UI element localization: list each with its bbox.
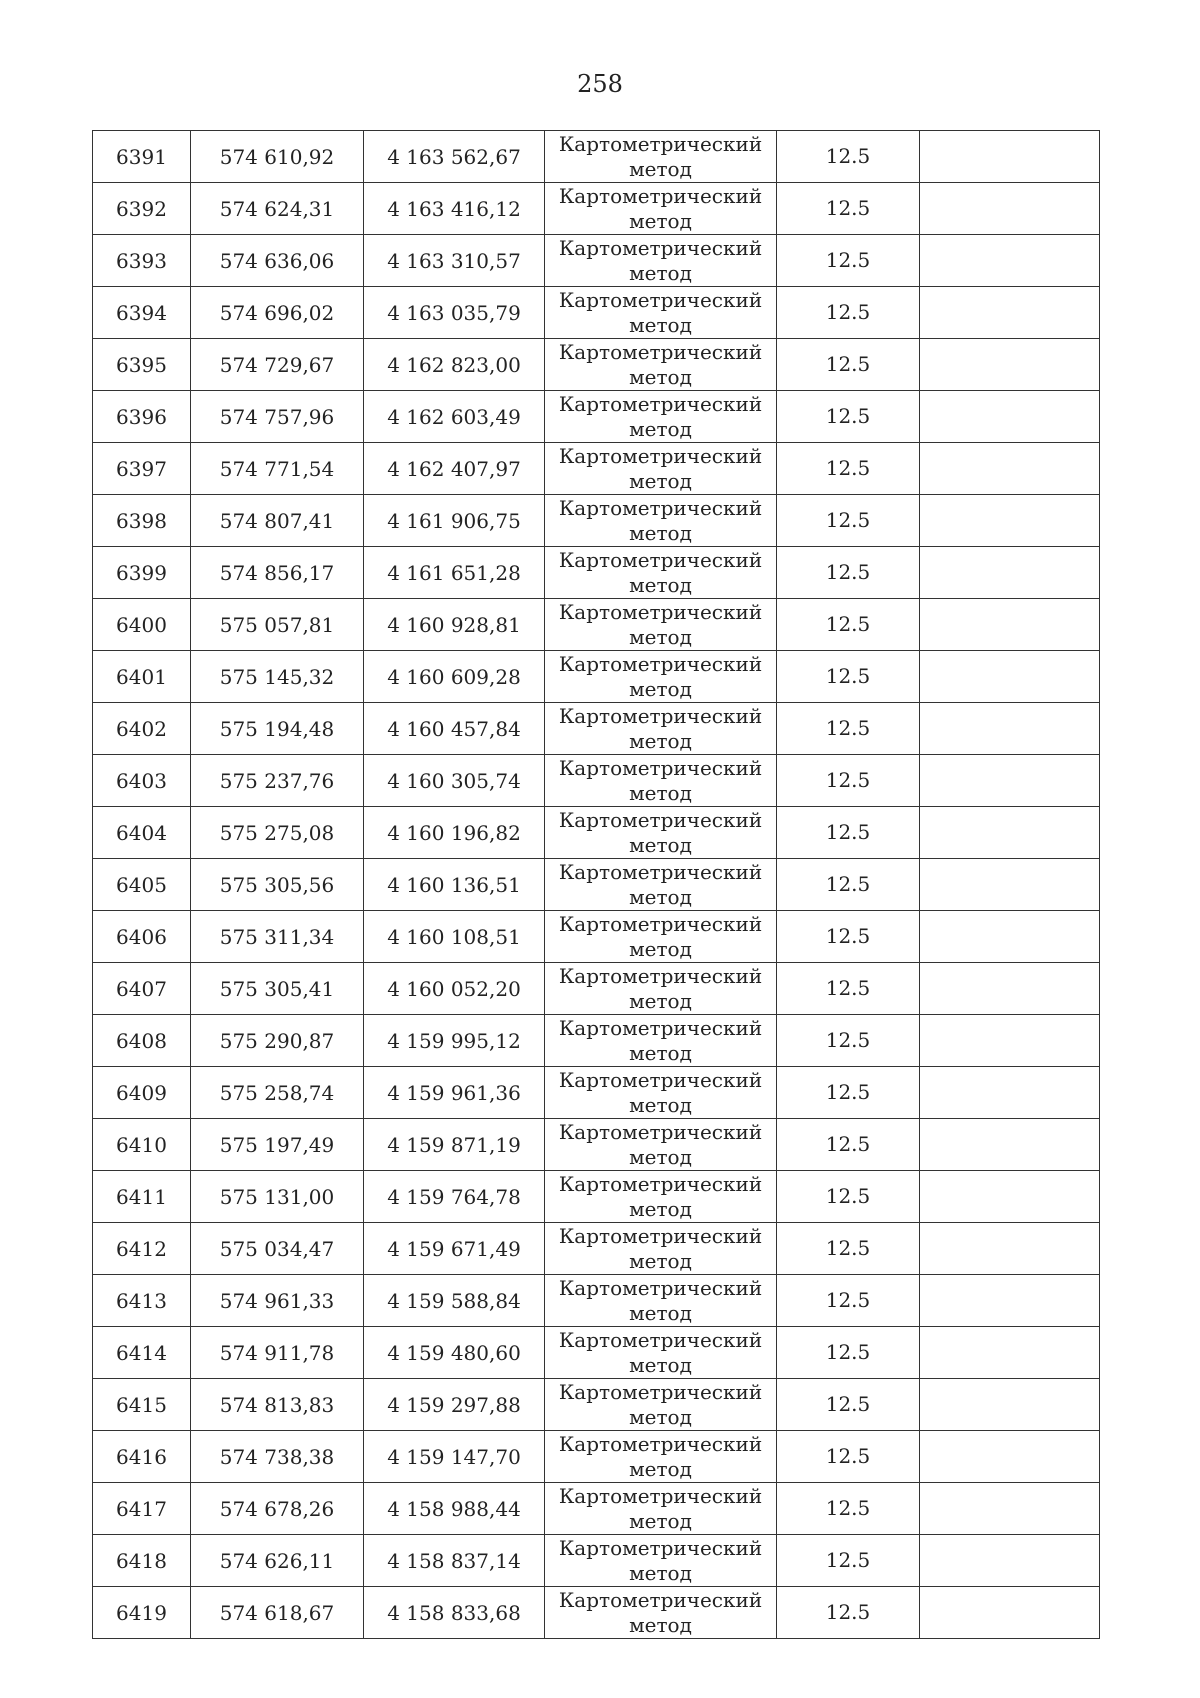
note-cell [920,651,1100,703]
note-cell [920,1015,1100,1067]
y-coordinate-cell: 4 163 035,79 [364,287,545,339]
method-line-2: метод [629,364,692,389]
method-line-1: Картометрический [558,443,763,468]
method-line-1: Картометрический [558,703,763,728]
note-cell [920,339,1100,391]
y-coordinate-cell: 4 160 196,82 [364,807,545,859]
table-row [93,1119,1100,1171]
method-line-2: метод [629,1092,692,1117]
point-number-cell: 6404 [93,807,191,859]
point-number-cell: 6392 [93,183,191,235]
x-coordinate-cell: 575 305,56 [191,859,364,911]
note-cell [920,131,1100,183]
point-number-cell: 6396 [93,391,191,443]
x-coordinate-cell: 574 757,96 [191,391,364,443]
method-cell [545,183,777,235]
x-coordinate-cell: 574 961,33 [191,1275,364,1327]
accuracy-cell: 12.5 [777,755,920,807]
method-line-2: метод [629,832,692,857]
y-coordinate-cell: 4 162 407,97 [364,443,545,495]
x-coordinate-cell: 575 275,08 [191,807,364,859]
x-coordinate-cell: 575 057,81 [191,599,364,651]
note-cell [920,1067,1100,1119]
point-number-cell: 6394 [93,287,191,339]
method-line-2: метод [629,416,692,441]
accuracy-cell: 12.5 [777,1067,920,1119]
method-cell [545,1015,777,1067]
accuracy-cell: 12.5 [777,1431,920,1483]
y-coordinate-cell: 4 162 823,00 [364,339,545,391]
coordinates-table [92,130,1100,1639]
x-coordinate-cell: 575 311,34 [191,911,364,963]
table-row [93,131,1100,183]
method-line-2: метод [629,728,692,753]
x-coordinate-cell: 574 807,41 [191,495,364,547]
y-coordinate-cell: 4 160 928,81 [364,599,545,651]
method-line-1: Картометрический [558,235,763,260]
y-coordinate-cell: 4 158 988,44 [364,1483,545,1535]
method-line-1: Картометрический [558,339,763,364]
method-cell [545,1587,777,1639]
method-cell [545,235,777,287]
method-line-1: Картометрический [558,495,763,520]
point-number-cell: 6409 [93,1067,191,1119]
note-cell [920,1535,1100,1587]
x-coordinate-cell: 574 738,38 [191,1431,364,1483]
note-cell [920,235,1100,287]
table-row [93,599,1100,651]
point-number-cell: 6399 [93,547,191,599]
note-cell [920,599,1100,651]
x-coordinate-cell: 575 194,48 [191,703,364,755]
point-number-cell: 6403 [93,755,191,807]
accuracy-cell: 12.5 [777,1171,920,1223]
method-line-1: Картометрический [558,963,763,988]
point-number-cell: 6402 [93,703,191,755]
y-coordinate-cell: 4 160 052,20 [364,963,545,1015]
y-coordinate-cell: 4 159 871,19 [364,1119,545,1171]
y-coordinate-cell: 4 161 906,75 [364,495,545,547]
point-number-cell: 6407 [93,963,191,1015]
point-number-cell: 6413 [93,1275,191,1327]
method-line-2: метод [629,260,692,285]
method-cell [545,1275,777,1327]
note-cell [920,1119,1100,1171]
accuracy-cell: 12.5 [777,1535,920,1587]
method-line-2: метод [629,1352,692,1377]
note-cell [920,391,1100,443]
method-cell [545,599,777,651]
method-cell [545,131,777,183]
accuracy-cell: 12.5 [777,1223,920,1275]
table-row [93,911,1100,963]
point-number-cell: 6411 [93,1171,191,1223]
method-cell [545,495,777,547]
method-line-1: Картометрический [558,911,763,936]
method-line-2: метод [629,1612,692,1637]
method-line-2: метод [629,936,692,961]
method-cell [545,963,777,1015]
method-cell [545,1223,777,1275]
method-line-1: Картометрический [558,391,763,416]
method-cell [545,1431,777,1483]
table-row [93,703,1100,755]
y-coordinate-cell: 4 159 480,60 [364,1327,545,1379]
method-line-2: метод [629,312,692,337]
point-number-cell: 6395 [93,339,191,391]
method-line-1: Картометрический [558,287,763,312]
accuracy-cell: 12.5 [777,1327,920,1379]
method-cell [545,391,777,443]
y-coordinate-cell: 4 159 764,78 [364,1171,545,1223]
x-coordinate-cell: 574 678,26 [191,1483,364,1535]
accuracy-cell: 12.5 [777,183,920,235]
point-number-cell: 6412 [93,1223,191,1275]
x-coordinate-cell: 574 610,92 [191,131,364,183]
method-line-2: метод [629,1040,692,1065]
table-row [93,495,1100,547]
note-cell [920,1171,1100,1223]
method-line-1: Картометрический [558,859,763,884]
x-coordinate-cell: 575 145,32 [191,651,364,703]
method-line-1: Картометрический [558,1223,763,1248]
x-coordinate-cell: 575 034,47 [191,1223,364,1275]
method-line-2: метод [629,1196,692,1221]
accuracy-cell: 12.5 [777,1379,920,1431]
method-line-2: метод [629,1508,692,1533]
accuracy-cell: 12.5 [777,495,920,547]
x-coordinate-cell: 574 729,67 [191,339,364,391]
method-cell [545,1483,777,1535]
accuracy-cell: 12.5 [777,599,920,651]
method-cell [545,651,777,703]
method-line-1: Картометрический [558,1171,763,1196]
method-line-2: метод [629,884,692,909]
method-line-1: Картометрический [558,1535,763,1560]
note-cell [920,1327,1100,1379]
method-line-1: Картометрический [558,1275,763,1300]
point-number-cell: 6417 [93,1483,191,1535]
note-cell [920,807,1100,859]
point-number-cell: 6410 [93,1119,191,1171]
method-line-1: Картометрический [558,1119,763,1144]
y-coordinate-cell: 4 160 609,28 [364,651,545,703]
table-row [93,1535,1100,1587]
method-line-1: Картометрический [558,131,763,156]
note-cell [920,1223,1100,1275]
point-number-cell: 6408 [93,1015,191,1067]
table-row [93,183,1100,235]
x-coordinate-cell: 574 624,31 [191,183,364,235]
method-line-1: Картометрический [558,755,763,780]
accuracy-cell: 12.5 [777,131,920,183]
table-row [93,443,1100,495]
accuracy-cell: 12.5 [777,339,920,391]
note-cell [920,859,1100,911]
table-row [93,807,1100,859]
method-cell [545,1119,777,1171]
table-row [93,1171,1100,1223]
method-cell [545,443,777,495]
accuracy-cell: 12.5 [777,1015,920,1067]
table-row [93,1015,1100,1067]
point-number-cell: 6401 [93,651,191,703]
note-cell [920,495,1100,547]
method-cell [545,755,777,807]
method-cell [545,911,777,963]
x-coordinate-cell: 574 636,06 [191,235,364,287]
y-coordinate-cell: 4 163 310,57 [364,235,545,287]
method-line-2: метод [629,1300,692,1325]
table-row [93,1327,1100,1379]
method-line-2: метод [629,156,692,181]
point-number-cell: 6406 [93,911,191,963]
table-row [93,1483,1100,1535]
point-number-cell: 6415 [93,1379,191,1431]
method-line-1: Картометрический [558,651,763,676]
y-coordinate-cell: 4 160 457,84 [364,703,545,755]
x-coordinate-cell: 574 911,78 [191,1327,364,1379]
y-coordinate-cell: 4 158 833,68 [364,1587,545,1639]
method-line-1: Картометрический [558,1483,763,1508]
x-coordinate-cell: 574 618,67 [191,1587,364,1639]
method-line-1: Картометрический [558,547,763,572]
table-row [93,1275,1100,1327]
note-cell [920,963,1100,1015]
note-cell [920,183,1100,235]
point-number-cell: 6391 [93,131,191,183]
table-row [93,1379,1100,1431]
y-coordinate-cell: 4 159 995,12 [364,1015,545,1067]
point-number-cell: 6397 [93,443,191,495]
note-cell [920,1587,1100,1639]
method-cell [545,807,777,859]
point-number-cell: 6398 [93,495,191,547]
y-coordinate-cell: 4 163 416,12 [364,183,545,235]
method-line-2: метод [629,780,692,805]
x-coordinate-cell: 574 856,17 [191,547,364,599]
x-coordinate-cell: 575 290,87 [191,1015,364,1067]
note-cell [920,1379,1100,1431]
y-coordinate-cell: 4 161 651,28 [364,547,545,599]
method-line-2: метод [629,520,692,545]
page-number: 258 [577,70,623,98]
method-line-2: метод [629,1248,692,1273]
accuracy-cell: 12.5 [777,287,920,339]
method-line-2: метод [629,1560,692,1585]
point-number-cell: 6418 [93,1535,191,1587]
accuracy-cell: 12.5 [777,547,920,599]
accuracy-cell: 12.5 [777,963,920,1015]
x-coordinate-cell: 575 305,41 [191,963,364,1015]
y-coordinate-cell: 4 159 961,36 [364,1067,545,1119]
accuracy-cell: 12.5 [777,703,920,755]
table-row [93,339,1100,391]
table-row [93,1431,1100,1483]
table-row [93,1223,1100,1275]
table-row [93,1067,1100,1119]
method-line-1: Картометрический [558,1431,763,1456]
x-coordinate-cell: 575 258,74 [191,1067,364,1119]
accuracy-cell: 12.5 [777,235,920,287]
table-row [93,235,1100,287]
y-coordinate-cell: 4 159 588,84 [364,1275,545,1327]
x-coordinate-cell: 575 237,76 [191,755,364,807]
method-line-2: метод [629,624,692,649]
table-row [93,755,1100,807]
method-line-2: метод [629,1456,692,1481]
method-cell [545,1379,777,1431]
note-cell [920,287,1100,339]
accuracy-cell: 12.5 [777,1275,920,1327]
accuracy-cell: 12.5 [777,1483,920,1535]
method-cell [545,1171,777,1223]
point-number-cell: 6400 [93,599,191,651]
accuracy-cell: 12.5 [777,1119,920,1171]
y-coordinate-cell: 4 160 108,51 [364,911,545,963]
point-number-cell: 6419 [93,1587,191,1639]
method-cell [545,703,777,755]
table-row [93,287,1100,339]
accuracy-cell: 12.5 [777,443,920,495]
method-cell [545,547,777,599]
y-coordinate-cell: 4 159 297,88 [364,1379,545,1431]
y-coordinate-cell: 4 163 562,67 [364,131,545,183]
y-coordinate-cell: 4 159 147,70 [364,1431,545,1483]
note-cell [920,1483,1100,1535]
method-line-2: метод [629,208,692,233]
table-row [93,547,1100,599]
method-line-2: метод [629,1404,692,1429]
method-cell [545,859,777,911]
note-cell [920,443,1100,495]
accuracy-cell: 12.5 [777,651,920,703]
method-line-1: Картометрический [558,1587,763,1612]
point-number-cell: 6414 [93,1327,191,1379]
y-coordinate-cell: 4 160 136,51 [364,859,545,911]
method-cell [545,339,777,391]
table-row [93,651,1100,703]
method-line-1: Картометрический [558,183,763,208]
x-coordinate-cell: 574 813,83 [191,1379,364,1431]
x-coordinate-cell: 574 771,54 [191,443,364,495]
accuracy-cell: 12.5 [777,1587,920,1639]
accuracy-cell: 12.5 [777,911,920,963]
y-coordinate-cell: 4 159 671,49 [364,1223,545,1275]
note-cell [920,755,1100,807]
method-line-1: Картометрический [558,807,763,832]
table-body [93,131,1100,1639]
note-cell [920,1431,1100,1483]
accuracy-cell: 12.5 [777,391,920,443]
note-cell [920,1275,1100,1327]
method-cell [545,287,777,339]
method-line-2: метод [629,988,692,1013]
method-line-2: метод [629,676,692,701]
x-coordinate-cell: 574 696,02 [191,287,364,339]
method-line-1: Картометрический [558,1015,763,1040]
point-number-cell: 6393 [93,235,191,287]
table-row [93,859,1100,911]
y-coordinate-cell: 4 158 837,14 [364,1535,545,1587]
table-row [93,391,1100,443]
table-row [93,963,1100,1015]
method-cell [545,1327,777,1379]
y-coordinate-cell: 4 162 603,49 [364,391,545,443]
method-line-1: Картометрический [558,1379,763,1404]
point-number-cell: 6405 [93,859,191,911]
x-coordinate-cell: 575 131,00 [191,1171,364,1223]
note-cell [920,547,1100,599]
method-line-2: метод [629,572,692,597]
note-cell [920,703,1100,755]
x-coordinate-cell: 574 626,11 [191,1535,364,1587]
table-row [93,1587,1100,1639]
accuracy-cell: 12.5 [777,807,920,859]
method-line-2: метод [629,1144,692,1169]
method-line-1: Картометрический [558,1067,763,1092]
y-coordinate-cell: 4 160 305,74 [364,755,545,807]
x-coordinate-cell: 575 197,49 [191,1119,364,1171]
accuracy-cell: 12.5 [777,859,920,911]
method-line-1: Картометрический [558,599,763,624]
method-line-1: Картометрический [558,1327,763,1352]
point-number-cell: 6416 [93,1431,191,1483]
note-cell [920,911,1100,963]
method-cell [545,1067,777,1119]
method-cell [545,1535,777,1587]
method-line-2: метод [629,468,692,493]
